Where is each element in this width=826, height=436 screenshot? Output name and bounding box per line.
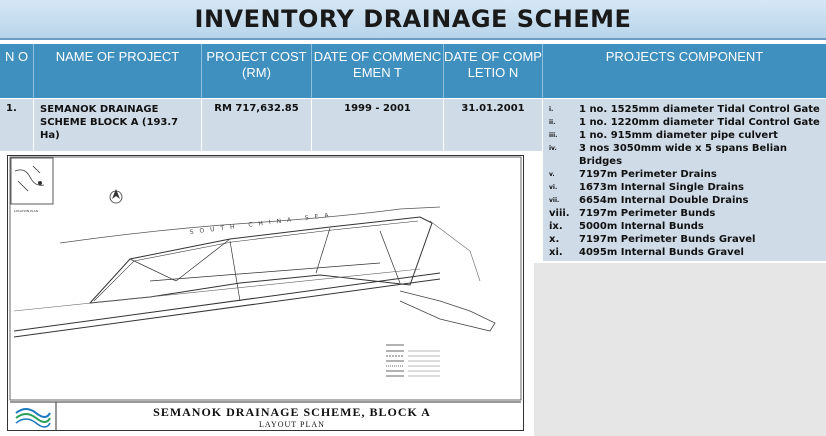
row-project-name: SEMANOK DRAINAGE SCHEME BLOCK A (193.7 Ha): [40, 104, 179, 141]
component-number: iii.: [549, 132, 558, 139]
component-number: vii.: [549, 197, 560, 204]
component-number: x.: [549, 234, 560, 245]
list-item: [549, 246, 826, 259]
component-text: 7197m Perimeter Bunds Gravel: [579, 234, 756, 245]
department-logo: [16, 409, 50, 427]
list-item: [549, 207, 826, 220]
header-date-completion: DATE OF COMPLETIO N: [444, 44, 543, 98]
list-item: [549, 220, 826, 233]
component-text: 6654m Internal Double Drains: [579, 195, 749, 206]
header-projects-component: PROJECTS COMPONENT: [543, 44, 826, 98]
list-item: [549, 233, 826, 246]
component-number: xi.: [549, 247, 563, 258]
page-title: INVENTORY DRAINAGE SCHEME: [194, 5, 632, 33]
component-text: 3 nos 3050mm wide x 5 spans Belian Bridges: [579, 143, 788, 167]
list-item: [549, 194, 826, 207]
component-number: viii.: [549, 208, 570, 219]
component-number: i.: [549, 106, 554, 113]
plan-legend: [386, 345, 440, 376]
row-project-cost: RM 717,632.85: [214, 103, 299, 114]
list-item: [549, 116, 826, 129]
list-item: [549, 142, 826, 168]
table-row-no-cell: [0, 99, 34, 151]
table-row-commencement-cell: [312, 99, 444, 151]
table-row-name-cell: [34, 99, 202, 151]
header-no: N O: [0, 44, 34, 98]
component-text: 1 no. 1220mm diameter Tidal Control Gate: [579, 117, 820, 128]
component-text: 1 no. 1525mm diameter Tidal Control Gate: [579, 104, 820, 115]
component-number: vi.: [549, 184, 558, 191]
layout-plan-drawing: [0, 151, 534, 436]
component-list: [543, 99, 826, 259]
header-project-cost: PROJECT COST (RM): [202, 44, 312, 98]
component-number: ix.: [549, 221, 563, 232]
header-name-of-project: NAME OF PROJECT: [34, 44, 202, 98]
table-row-cost-cell: [202, 99, 312, 151]
component-text: 1673m Internal Single Drains: [579, 182, 744, 193]
row-date-completion: 31.01.2001: [461, 103, 525, 114]
page-title-bar: [0, 0, 826, 40]
component-text: 4095m Internal Bunds Gravel: [579, 247, 744, 258]
list-item: [549, 168, 826, 181]
component-text: 1 no. 915mm diameter pipe culvert: [579, 130, 778, 141]
svg-text:LOCATION PLAN: LOCATION PLAN: [14, 209, 38, 213]
table-row-completion-cell: [444, 99, 543, 151]
component-number: v.: [549, 171, 555, 178]
component-text: 7197m Perimeter Drains: [579, 169, 717, 180]
row-no: 1.: [6, 103, 17, 114]
sea-label: SOUTH CHINA SEA: [189, 211, 335, 236]
component-text: 5000m Internal Bunds: [579, 221, 704, 232]
row-date-commencement: 1999 - 2001: [344, 103, 411, 114]
empty-grey-area: [534, 263, 826, 436]
list-item: [549, 129, 826, 142]
component-number: ii.: [549, 119, 556, 126]
projects-component-cell: [543, 99, 826, 261]
component-text: 7197m Perimeter Bunds: [579, 208, 716, 219]
list-item: [549, 103, 826, 116]
plan-title: SEMANOK DRAINAGE SCHEME, BLOCK A: [153, 405, 431, 419]
component-number: iv.: [549, 145, 557, 152]
list-item: [549, 181, 826, 194]
plan-subtitle: LAYOUT PLAN: [259, 420, 325, 429]
header-date-commencement: DATE OF COMMENCEMEN T: [312, 44, 444, 98]
